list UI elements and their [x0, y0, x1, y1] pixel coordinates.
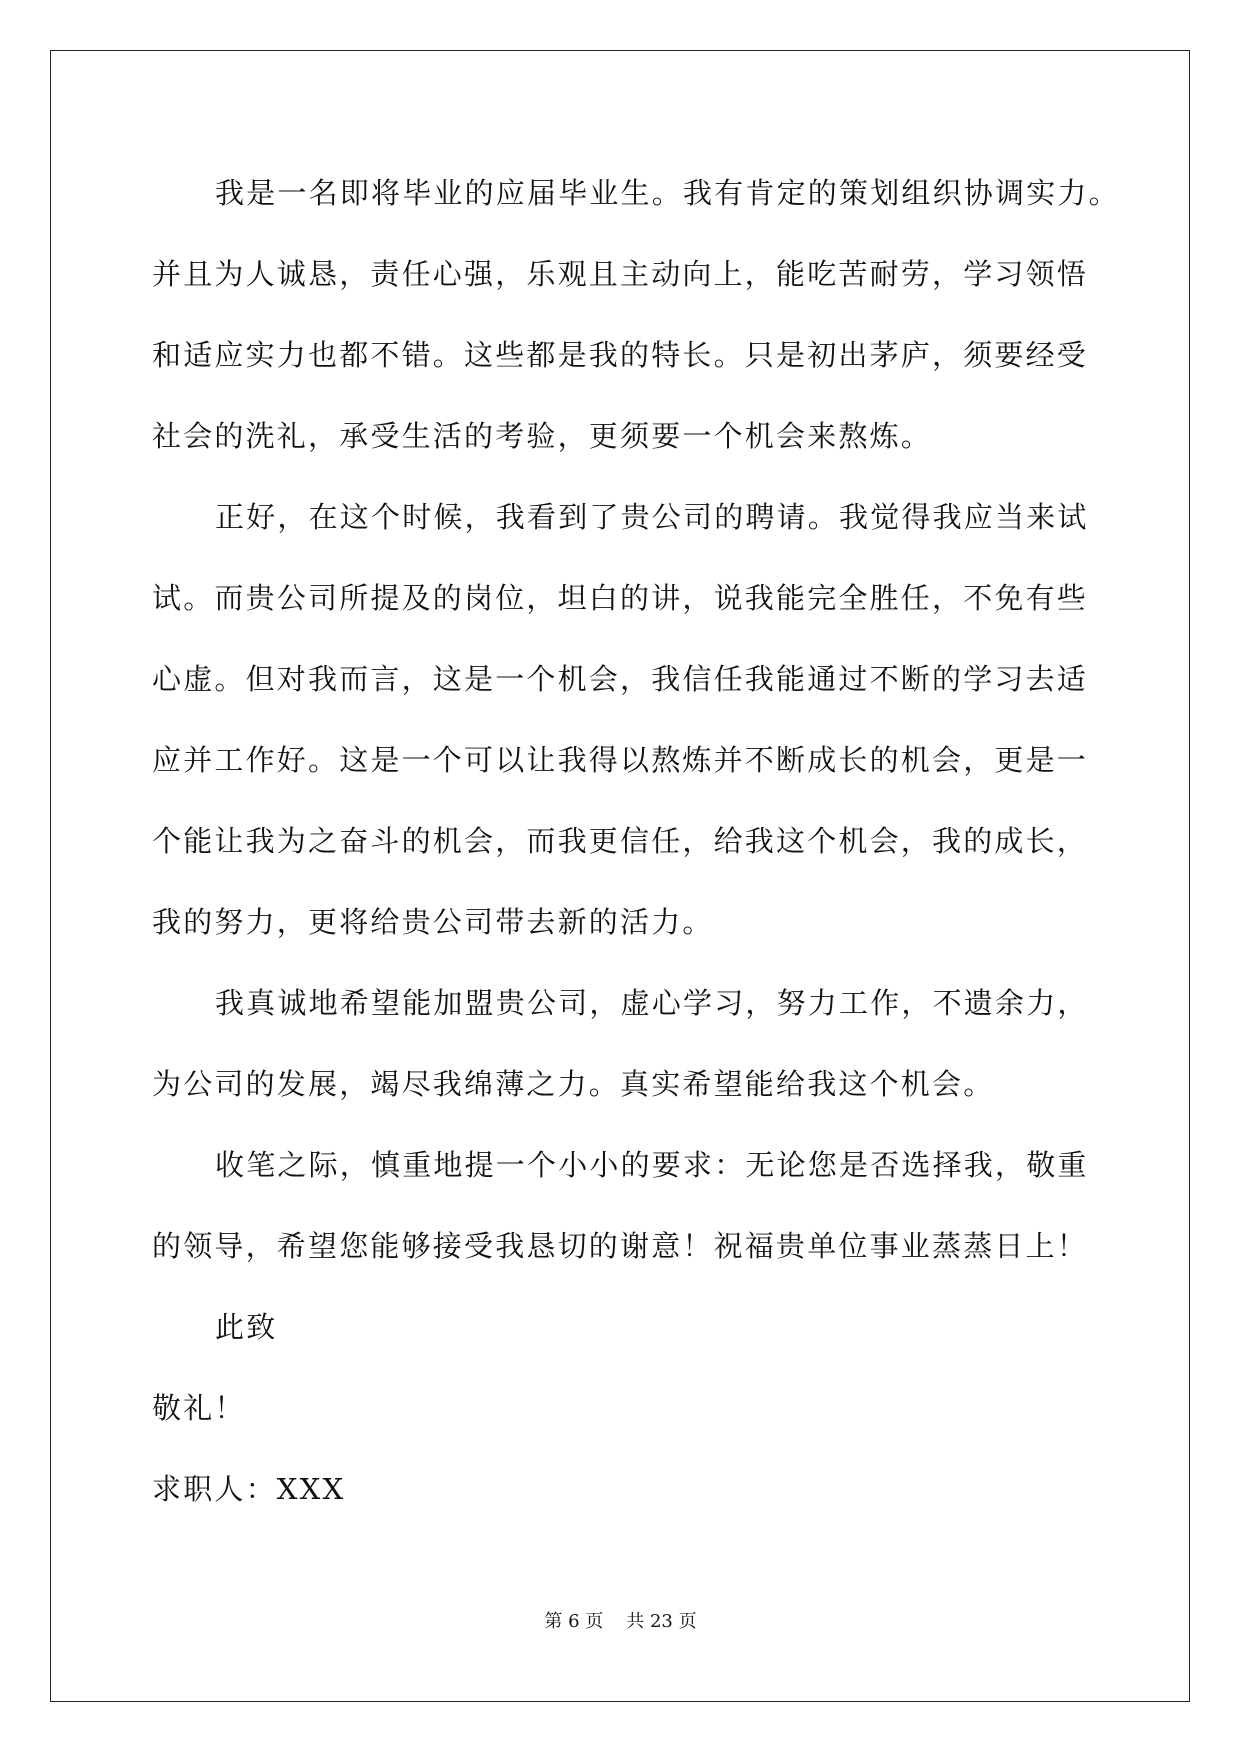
letter-line: 心虚。但对我而言，这是一个机会，我信任我能通过不断的学习去适 — [152, 662, 1089, 696]
letter-line: 我是一名即将毕业的应届毕业生。我有肯定的策划组织协调实力。 — [215, 176, 1120, 210]
page-total: 共 23 页 — [626, 1611, 697, 1632]
closing-regards: 敬礼！ — [152, 1391, 246, 1425]
letter-line: 为公司的发展，竭尽我绵薄之力。真实希望能给我这个机会。 — [152, 1067, 995, 1101]
letter-line: 的领导，希望您能够接受我恳切的谢意！祝福贵单位事业蒸蒸日上！ — [152, 1229, 1089, 1263]
letter-line: 正好，在这个时候，我看到了贵公司的聘请。我觉得我应当来试 — [215, 500, 1089, 534]
letter-line: 和适应实力也都不错。这些都是我的特长。只是初出茅庐，须要经受 — [152, 338, 1089, 372]
letter-line: 个能让我为之奋斗的机会，而我更信任，给我这个机会，我的成长， — [152, 824, 1089, 858]
letter-line: 并且为人诚恳，责任心强，乐观且主动向上，能吃苦耐劳，学习领悟 — [152, 257, 1089, 291]
letter-line: 收笔之际，慎重地提一个小小的要求：无论您是否选择我，敬重 — [215, 1148, 1089, 1182]
page-footer — [0, 1610, 1241, 1634]
letter-line: 试。而贵公司所提及的岗位，坦白的讲，说我能完全胜任，不免有些 — [152, 581, 1089, 615]
page-border — [50, 50, 1190, 1702]
page-number: 第 6 页 — [544, 1611, 604, 1632]
closing-salutation: 此致 — [215, 1310, 278, 1344]
signature-line: 求职人：XXX — [152, 1472, 346, 1506]
letter-line: 我的努力，更将给贵公司带去新的活力。 — [152, 905, 714, 939]
letter-line: 社会的洗礼，承受生活的考验，更须要一个机会来熬炼。 — [152, 419, 933, 453]
letter-line: 我真诚地希望能加盟贵公司，虚心学习，努力工作，不遗余力， — [215, 986, 1089, 1020]
letter-line: 应并工作好。这是一个可以让我得以熬炼并不断成长的机会，更是一 — [152, 743, 1089, 777]
